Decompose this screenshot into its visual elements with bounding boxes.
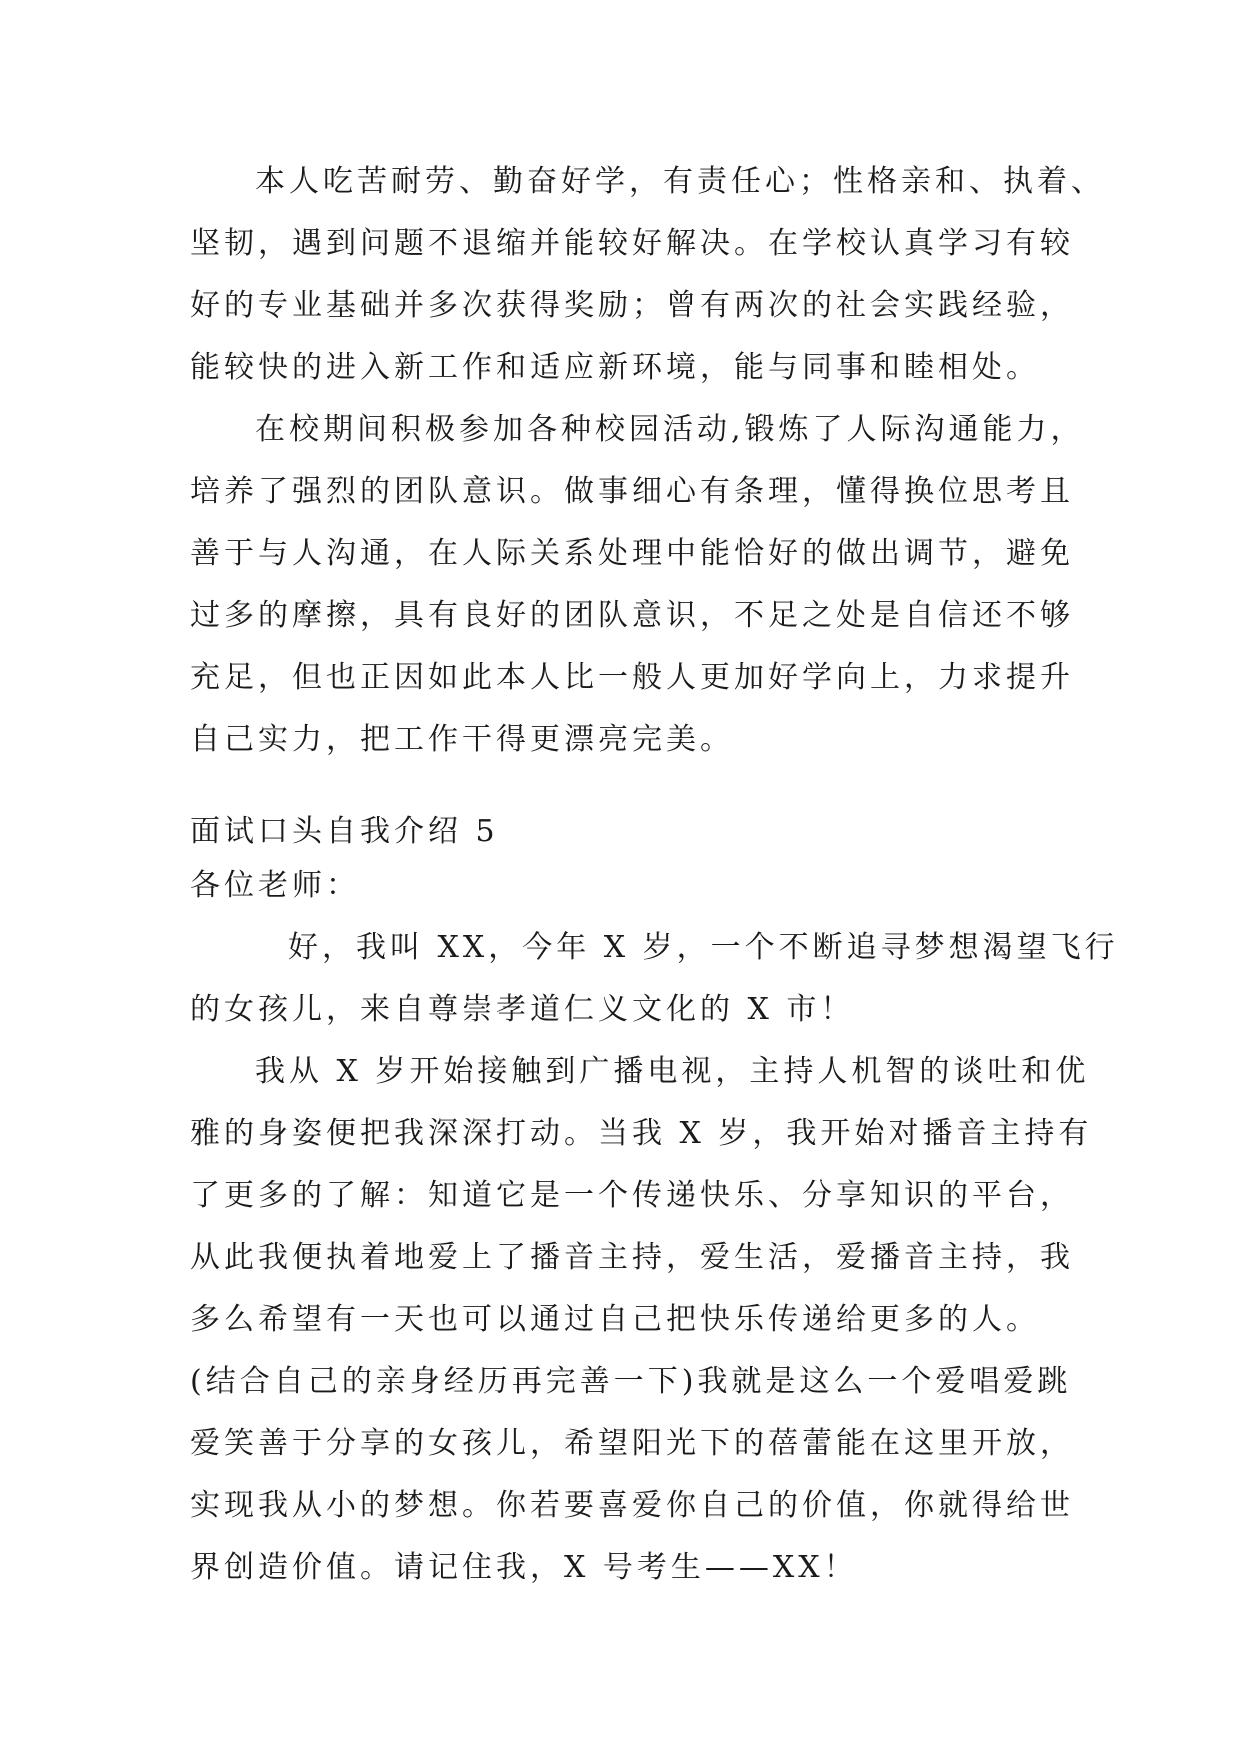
paragraph-line: 好的专业基础并多次获得奖励；曾有两次的社会实践经验， <box>190 288 1074 323</box>
paragraph-line: 坚韧，遇到问题不退缩并能较好解决。在学校认真学习有较 <box>190 226 1074 261</box>
paragraph-line: 好，我叫 XX，今年 X 岁，一个不断追寻梦想渴望飞行 <box>288 930 1119 965</box>
paragraph-line: 爱笑善于分享的女孩儿，希望阳光下的蓓蕾能在这里开放， <box>190 1426 1074 1461</box>
paragraph-line: 自己实力，把工作干得更漂亮完美。 <box>190 722 734 757</box>
paragraph-line: 了更多的了解：知道它是一个传递快乐、分享知识的平台， <box>190 1178 1074 1213</box>
paragraph-line: 从此我便执着地爱上了播音主持，爱生活，爱播音主持，我 <box>190 1240 1074 1275</box>
paragraph-line: 充足，但也正因如此本人比一般人更加好学向上，力求提升 <box>190 660 1074 695</box>
paragraph-line: 善于与人沟通，在人际关系处理中能恰好的做出调节，避免 <box>190 536 1074 571</box>
paragraph-line: 界创造价值。请记住我，X 号考生——XX！ <box>190 1550 858 1585</box>
paragraph-line: 实现我从小的梦想。你若要喜爱你自己的价值，你就得给世 <box>190 1488 1074 1523</box>
paragraph-line: 在校期间积极参加各种校园活动,锻炼了人际沟通能力， <box>255 412 1085 447</box>
paragraph-line: (结合自己的亲身经历再完善一下)我就是这么一个爱唱爱跳 <box>190 1364 1072 1399</box>
salutation: 各位老师： <box>190 868 360 903</box>
paragraph-line: 我从 X 岁开始接触到广播电视，主持人机智的谈吐和优 <box>255 1054 1090 1089</box>
paragraph-line: 的女孩儿，来自尊崇孝道仁义文化的 X 市！ <box>190 992 855 1027</box>
paragraph-line: 多么希望有一天也可以通过自己把快乐传递给更多的人。 <box>190 1302 1040 1337</box>
paragraph-line: 本人吃苦耐劳、勤奋好学，有责任心；性格亲和、执着、 <box>255 164 1105 199</box>
paragraph-line: 过多的摩擦，具有良好的团队意识，不足之处是自信还不够 <box>190 598 1074 633</box>
paragraph-line: 培养了强烈的团队意识。做事细心有条理，懂得换位思考且 <box>190 474 1074 509</box>
paragraph-line: 雅的身姿便把我深深打动。当我 X 岁，我开始对播音主持有 <box>190 1116 1093 1151</box>
paragraph-line: 能较快的进入新工作和适应新环境，能与同事和睦相处。 <box>190 350 1040 385</box>
section-heading: 面试口头自我介绍 5 <box>190 814 499 849</box>
